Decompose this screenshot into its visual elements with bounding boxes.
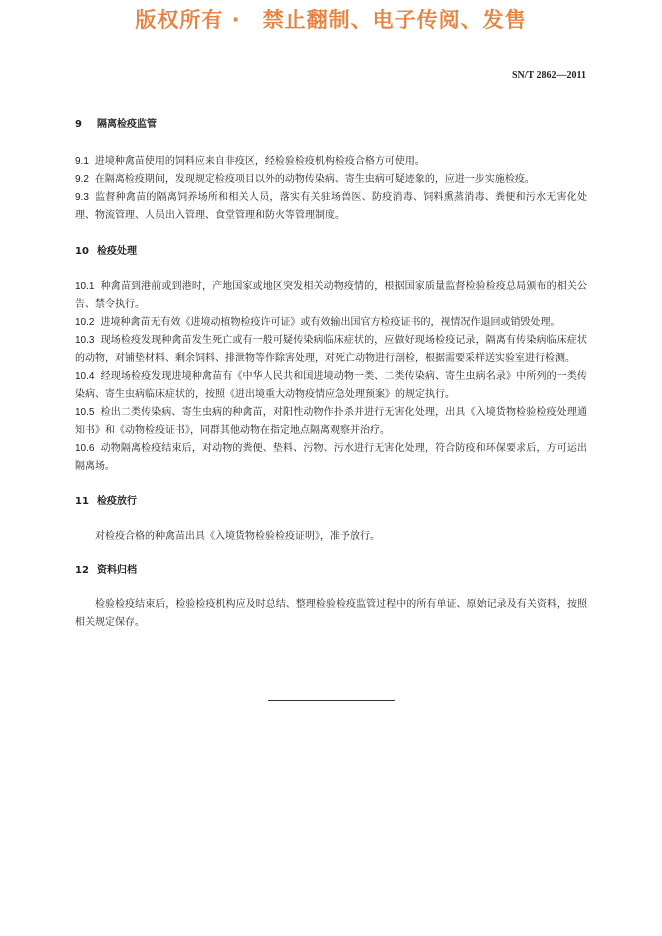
clause-number: 10.3 — [75, 335, 95, 346]
clause-number: 9.2 — [75, 174, 89, 185]
section-title: 资料归档 — [97, 565, 137, 576]
section-heading-9 — [75, 116, 587, 134]
clause-text: 经现场检疫发现进境种禽苗有《中华人民共和国进境动物一类、二类传染病、寄生虫病名录》中所列的一类传染病、寄生虫病临床症状的，按照《进出境重大动物疫情应急处理预案》的规定执行。 — [75, 371, 587, 400]
section-title: 隔离检疫监管 — [97, 119, 157, 130]
clause-10-4 — [75, 368, 587, 404]
clause-number: 10.6 — [75, 443, 95, 454]
section-heading-12 — [75, 562, 587, 580]
section-title: 检疫处理 — [97, 246, 137, 257]
clause-text: 进境种禽苗使用的饲料应来自非疫区，经检验检疫机构检疫合格方可使用。 — [94, 156, 425, 167]
section-number: 12 — [75, 565, 89, 576]
clause-number: 10.5 — [75, 407, 95, 418]
clause-9-2 — [75, 171, 587, 189]
clause-number: 10.2 — [75, 317, 95, 328]
clause-9-1 — [75, 153, 587, 171]
standard-code: SN/T 2862—2011 — [512, 70, 586, 81]
clause-text: 种禽苗到港前或到港时，产地国家或地区突发相关动物疫情的，根据国家质量监督检验检疫总局颁布的相关公告、禁令执行。 — [75, 281, 587, 310]
section-title: 检疫放行 — [97, 496, 137, 507]
clause-text: 检出二类传染病、寄生虫病的种禽苗，对阳性动物作扑杀并进行无害化处理，出具《入境货物检验检疫处理通知书》和《动物检疫证书》，同群其他动物在指定地点隔离观察并治疗。 — [75, 407, 587, 436]
clause-number: 10.1 — [75, 281, 95, 292]
clause-text: 现场检疫发现种禽苗发生死亡或有一般可疑传染病临床症状的，应做好现场检疫记录，隔离有传染病临床症状的动物，对铺垫材料、剩余饲料、排泄物等作除害处理，对死亡动物进行剖检，根据需要采样送实验室进行检测。 — [75, 335, 587, 364]
clause-text: 监督种禽苗的隔离饲养场所和相关人员，落实有关驻场兽医、防疫消毒、饲料熏蒸消毒、粪便和污水无害化处理、物流管理、人员出入管理、食堂管理和防火等管理制度。 — [75, 192, 587, 221]
section-heading-10 — [75, 243, 587, 261]
end-of-document-rule — [268, 700, 395, 701]
clause-text: 在隔离检疫期间，发现规定检疫项目以外的动物传染病、寄生虫病可疑迹象的，应进一步实施检疫。 — [94, 174, 535, 185]
document-body — [75, 116, 587, 632]
copyright-watermark: 版权所有 · 禁止翻制、电子传阅、发售 — [135, 8, 527, 32]
clause-10-5 — [75, 404, 587, 440]
clause-10-2 — [75, 314, 587, 332]
clause-9-3 — [75, 189, 587, 225]
clause-text: 进境种禽苗无有效《进境动植物检疫许可证》或有效输出国官方检疫证书的，视情况作退回或销毁处理。 — [100, 317, 561, 328]
section-12-body: 检验检疫结束后，检验检疫机构应及时总结、整理检验检疫监管过程中的所有单证、原始记录及有关资料，按照相关规定保存。 — [75, 599, 587, 628]
section-number: 9 — [75, 119, 82, 130]
section-heading-11 — [75, 493, 587, 511]
section-number: 11 — [75, 496, 89, 507]
clause-number: 9.1 — [75, 156, 89, 167]
section-number: 10 — [75, 246, 89, 257]
clause-10-3 — [75, 332, 587, 368]
clause-number: 10.4 — [75, 371, 95, 382]
section-11-body: 对检疫合格的种禽苗出具《入境货物检验检疫证明》，准予放行。 — [95, 531, 380, 542]
clause-text: 动物隔离检疫结束后，对动物的粪便、垫料、污物、污水进行无害化处理，符合防疫和环保要求后，方可运出隔离场。 — [75, 443, 587, 472]
clause-10-6 — [75, 440, 587, 476]
clause-number: 9.3 — [75, 192, 89, 203]
clause-10-1 — [75, 278, 587, 314]
